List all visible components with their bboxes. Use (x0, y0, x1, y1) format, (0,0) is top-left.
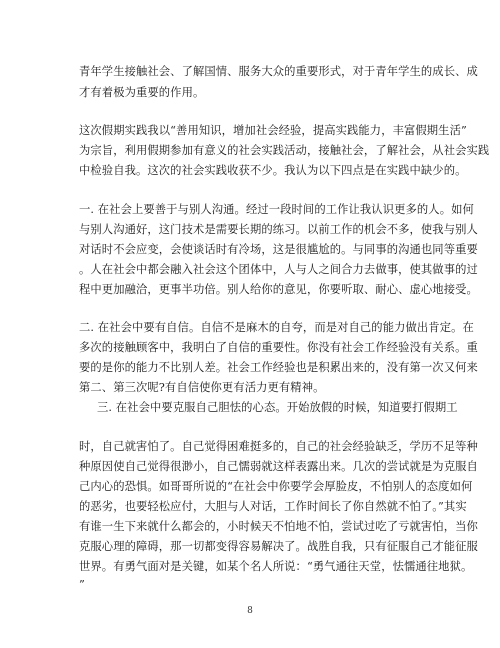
text-line: 三. 在社会中要克服自己胆怯的心态。开始放假的时候，知道要打假期工 (97, 401, 458, 414)
text-line: 一. 在社会上要善于与别人沟通。经过一段时间的工作让我认识更多的人。如何 (79, 203, 474, 216)
text-line: 克服心理的障碍，那一切都变得容易解决了。战胜自我，只有征服自己才能征服 (79, 540, 478, 553)
text-line: 的恶劣，也要轻松应付，大胆与人对话，工作时间长了你自然就不怕了。”其实 (79, 500, 467, 513)
text-line: 时，自己就害怕了。自己觉得困难挺多的，自己的社会经验缺乏，学历不足等种 (79, 440, 478, 453)
text-line: 己内心的恐惧。如哥哥所说的“在社会中你要学会厚脸皮，不怕别人的态度如何 (79, 480, 473, 493)
text-line: 有谁一生下来就什么都会的，小时候天不怕地不怕，尝试过吃了亏就害怕，当你 (79, 520, 478, 533)
text-line: 第二、第三次呢?有自信使你更有活力更有精神。 (79, 381, 325, 394)
text-line: 世界。有勇气面对是关键，如某个名人所说：“勇气通往天堂，怯懦通往地狱。 (79, 560, 473, 573)
text-line: 才有着极为重要的作用。 (79, 86, 205, 99)
text-line: 。人在社会中都会融入社会这个团体中，人与人之间合力去做事，使其做事的过 (79, 263, 478, 276)
text-line: 这次假期实践我以“善用知识，增加社会经验，提高实践能力，丰富假期生活” (79, 124, 467, 137)
text-line: 要的是你的能力不比别人差。社会工作经验也是积累出来的，没有第一次又何来 (79, 361, 478, 374)
text-line: 二. 在社会中要有自信。自信不是麻木的自夸，而是对自己的能力做出肯定。在 (79, 321, 474, 334)
text-line: 多次的接触顾客中，我明白了自信的重要性。你没有社会工作经验没有关系。重 (79, 341, 478, 354)
text-line: 与别人沟通好，这门技术是需要长期的练习。以前工作的机会不多，使我与别人 (79, 223, 478, 236)
text-line: ” (79, 578, 85, 591)
text-line: 种原因使自己觉得很渺小，自己懦弱就这样表露出来。几次的尝试就是为克服自 (79, 460, 478, 473)
text-line: 程中更加融洽，更事半功倍。别人给你的意见，你要听取、耐心、虚心地接受。 (79, 283, 478, 296)
text-line: 中检验自我。这次的社会实践收获不少。我认为以下四点是在实践中缺少的。 (79, 164, 467, 177)
text-line: 青年学生接触社会、了解国情、服务大众的重要形式，对于青年学生的成长、成 (79, 65, 478, 78)
text-line: 为宗旨，利用假期参加有意义的社会实践活动，接触社会，了解社会，从社会实践 (79, 144, 490, 157)
page-number: 8 (247, 606, 253, 616)
text-line: 对话时不会应变，会使谈话时有冷场，这是很尴尬的。与同事的沟通也同等重要 (79, 243, 478, 256)
